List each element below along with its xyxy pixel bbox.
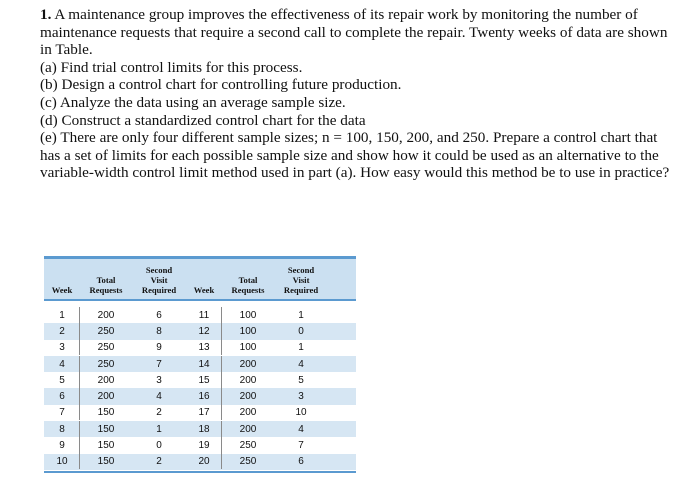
problem-intro	[40, 6, 680, 59]
problem-number: 1.	[40, 6, 52, 23]
table-cell: 2	[156, 407, 162, 419]
table-cell: 6	[44, 391, 80, 402]
part-d: (d) Construct a standardized control chart for the data	[40, 111, 366, 129]
table-row	[44, 340, 356, 356]
table-cell: 200	[239, 374, 257, 386]
table-cell: 10	[44, 456, 80, 467]
table-cell: 19	[186, 440, 222, 451]
table-row	[44, 356, 356, 372]
table-cell: 0	[298, 325, 304, 337]
table-cell: 200	[97, 374, 115, 386]
table-cell: 20	[186, 456, 222, 467]
col-header-second-visit-2: Second Visit Required	[283, 265, 319, 295]
table-cell: 8	[44, 424, 80, 435]
table-cell: 5	[298, 374, 304, 386]
col-header-week-2: Week	[193, 285, 215, 295]
table-cell: 200	[239, 358, 257, 370]
table-cell: 11	[186, 310, 222, 321]
table-cell: 1	[298, 309, 304, 321]
table-bottom-rule	[44, 471, 356, 473]
table-cell: 9	[156, 342, 162, 354]
table-cell: 200	[239, 391, 257, 403]
table-header	[44, 259, 356, 301]
table-cell: 8	[156, 325, 162, 337]
table-cell: 13	[186, 342, 222, 353]
table-cell: 100	[239, 325, 257, 337]
table-cell: 150	[97, 423, 115, 435]
table-cell: 14	[186, 359, 222, 370]
table-cell: 12	[186, 326, 222, 337]
table-cell: 17	[186, 407, 222, 418]
table-cell: 150	[97, 456, 115, 468]
col-header-total-requests-2: Total Requests	[231, 275, 265, 295]
table-cell: 1	[156, 423, 162, 435]
table-cell: 200	[239, 423, 257, 435]
table-cell: 150	[97, 440, 115, 452]
table-cell: 5	[44, 375, 80, 386]
table-row	[44, 454, 356, 470]
table-row	[44, 323, 356, 339]
table-cell: 2	[44, 326, 80, 337]
part-c: (c) Analyze the data using an average sample size.	[40, 93, 346, 111]
col-header-week: Week	[51, 285, 73, 295]
part-b: (b) Design a control chart for controlling future production.	[40, 76, 402, 94]
table-cell: 7	[44, 407, 80, 418]
part-e: (e) There are only four different sample sizes; n = 100, 150, 200, and 250. Prepare a control chart that has a set of limits for each possible sample size and show how it could be used as an alternative to the variable-width control limit method used in part (a). How easy would this method be to use in practice?	[40, 129, 670, 182]
table-cell: 250	[97, 325, 115, 337]
table-cell: 250	[97, 358, 115, 370]
table-cell: 150	[97, 407, 115, 419]
part-a: (a) Find trial control limits for this process.	[40, 58, 303, 76]
table-cell: 200	[239, 407, 257, 419]
table-cell: 9	[44, 440, 80, 451]
table-cell: 3	[44, 342, 80, 353]
table-row	[44, 372, 356, 388]
table-cell: 0	[156, 440, 162, 452]
table-cell: 4	[44, 359, 80, 370]
table-cell: 15	[186, 375, 222, 386]
table-cell: 100	[239, 309, 257, 321]
table-body	[44, 307, 356, 470]
data-table	[44, 256, 356, 473]
table-cell: 3	[156, 374, 162, 386]
table-cell: 1	[298, 342, 304, 354]
table-cell: 6	[298, 456, 304, 468]
problem-intro-text: A maintenance group improves the effectiveness of its repair work by monitoring the number of maintenance requests that require a second call to complete the repair. Twenty weeks of data are shown in Table.	[40, 6, 668, 59]
table-cell: 100	[239, 342, 257, 354]
table-cell: 18	[186, 424, 222, 435]
table-row	[44, 421, 356, 437]
table-cell: 250	[97, 342, 115, 354]
table-row	[44, 437, 356, 453]
table-row	[44, 307, 356, 323]
table-cell: 7	[298, 440, 304, 452]
col-header-second-visit: Second Visit Required	[141, 265, 177, 295]
table-row	[44, 405, 356, 421]
table-cell: 250	[239, 440, 257, 452]
table-cell: 250	[239, 456, 257, 468]
table-cell: 200	[97, 309, 115, 321]
table-cell: 4	[156, 391, 162, 403]
table-cell: 16	[186, 391, 222, 402]
col-header-total-requests: Total Requests	[89, 275, 123, 295]
table-cell: 3	[298, 391, 304, 403]
table-cell: 6	[156, 309, 162, 321]
table-row	[44, 388, 356, 404]
table-cell: 4	[298, 423, 304, 435]
table-cell: 7	[156, 358, 162, 370]
table-cell: 200	[97, 391, 115, 403]
problem-text	[40, 6, 680, 182]
table-cell: 4	[298, 358, 304, 370]
table-cell: 10	[295, 407, 307, 419]
table-cell: 2	[156, 456, 162, 468]
table-cell: 1	[44, 310, 80, 321]
